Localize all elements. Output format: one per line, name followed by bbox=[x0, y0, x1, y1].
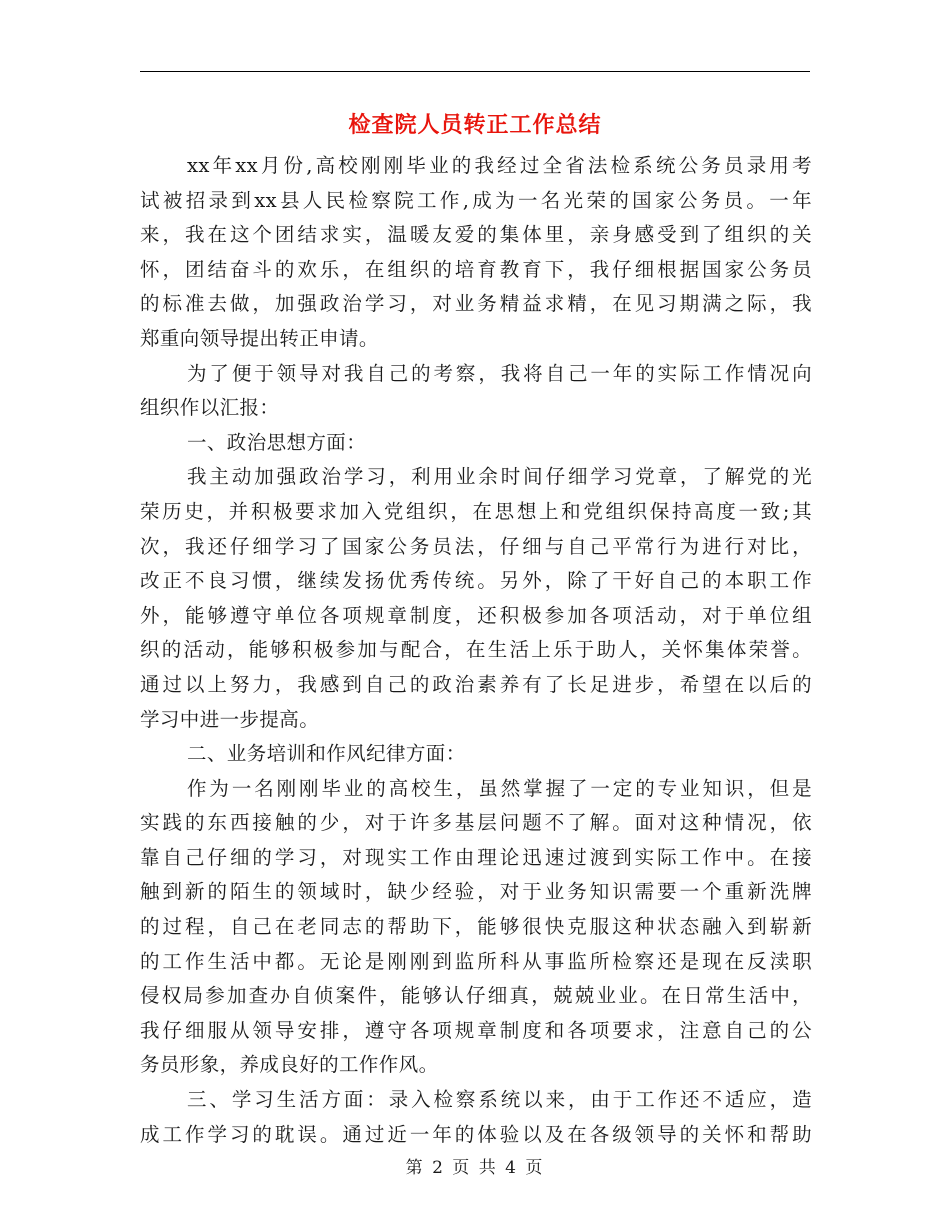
body-line: 成工作学习的耽误。通过近一年的体验以及在各级领导的关怀和帮助 bbox=[140, 1122, 812, 1146]
document-title: 检查院人员转正工作总结 bbox=[348, 113, 602, 138]
body-line: 一、政治思想方面： bbox=[187, 430, 367, 454]
body-line: 实践的东西接触的少，对于许多基层问题不了解。面对这种情况，依 bbox=[140, 811, 812, 835]
document-body bbox=[140, 149, 812, 1152]
body-line: 作为一名刚刚毕业的高校生，虽然掌握了一定的专业知识，但是 bbox=[187, 776, 812, 800]
body-line: 学习中进一步提高。 bbox=[140, 707, 320, 731]
body-line: 为了便于领导对我自己的考察，我将自己一年的实际工作情况向 bbox=[187, 361, 812, 385]
body-line: 的标准去做，加强政治学习，对业务精益求精，在见习期满之际，我 bbox=[140, 292, 812, 316]
body-line: 荣历史，并积极要求加入党组织，在思想上和党组织保持高度一致;其 bbox=[140, 499, 812, 523]
body-line: 改正不良习惯，继续发扬优秀传统。另外，除了干好自己的本职工作 bbox=[140, 569, 812, 593]
body-line: 的工作生活中都。无论是刚刚到监所科从事监所检察还是现在反渎职 bbox=[140, 949, 812, 973]
body-line: 我主动加强政治学习，利用业余时间仔细学习党章，了解党的光 bbox=[187, 465, 812, 489]
body-line: 我仔细服从领导安排，遵守各项规章制度和各项要求，注意自己的公 bbox=[140, 1018, 812, 1042]
body-line: 二、业务培训和作风纪律方面： bbox=[187, 742, 466, 766]
body-line: 的过程，自己在老同志的帮助下，能够很快克服这种状态融入到崭新 bbox=[140, 915, 812, 939]
body-line: 怀，团结奋斗的欢乐，在组织的培育教育下，我仔细根据国家公务员 bbox=[140, 257, 812, 281]
body-line: xx年xx月份,高校刚刚毕业的我经过全省法检系统公务员录用考 bbox=[187, 154, 812, 177]
body-line: 务员形象，养成良好的工作作风。 bbox=[140, 1053, 439, 1077]
body-line: 通过以上努力，我感到自己的政治素养有了长足进步，希望在以后的 bbox=[140, 672, 812, 696]
page-number-footer: 第 2 页 共 4 页 bbox=[405, 1158, 545, 1178]
body-line: 靠自己仔细的学习，对现实工作由理论迅速过渡到实际工作中。在接 bbox=[140, 845, 812, 869]
body-line: 来，我在这个团结求实，温暖友爱的集体里，亲身感受到了组织的关 bbox=[140, 223, 812, 247]
body-line: 触到新的陌生的领域时，缺少经验，对于业务知识需要一个重新洗牌 bbox=[140, 880, 812, 904]
body-line: 织的活动，能够积极参加与配合，在生活上乐于助人，关怀集体荣誉。 bbox=[140, 638, 812, 662]
body-line: 组织作以汇报： bbox=[140, 396, 280, 420]
body-line: 郑重向领导提出转正申请。 bbox=[140, 326, 379, 350]
body-line: 次，我还仔细学习了国家公务员法，仔细与自己平常行为进行对比， bbox=[140, 534, 812, 558]
body-line: 试被招录到xx县人民检察院工作,成为一名光荣的国家公务员。一年 bbox=[140, 188, 812, 212]
body-line: 侵权局参加查办自侦案件，能够认仔细真，兢兢业业。在日常生活中， bbox=[140, 984, 812, 1008]
body-line: 三、学习生活方面：录入检察系统以来，由于工作还不适应，造 bbox=[187, 1088, 812, 1112]
header-rule bbox=[140, 71, 810, 72]
body-line: 外，能够遵守单位各项规章制度，还积极参加各项活动，对于单位组 bbox=[140, 603, 812, 627]
